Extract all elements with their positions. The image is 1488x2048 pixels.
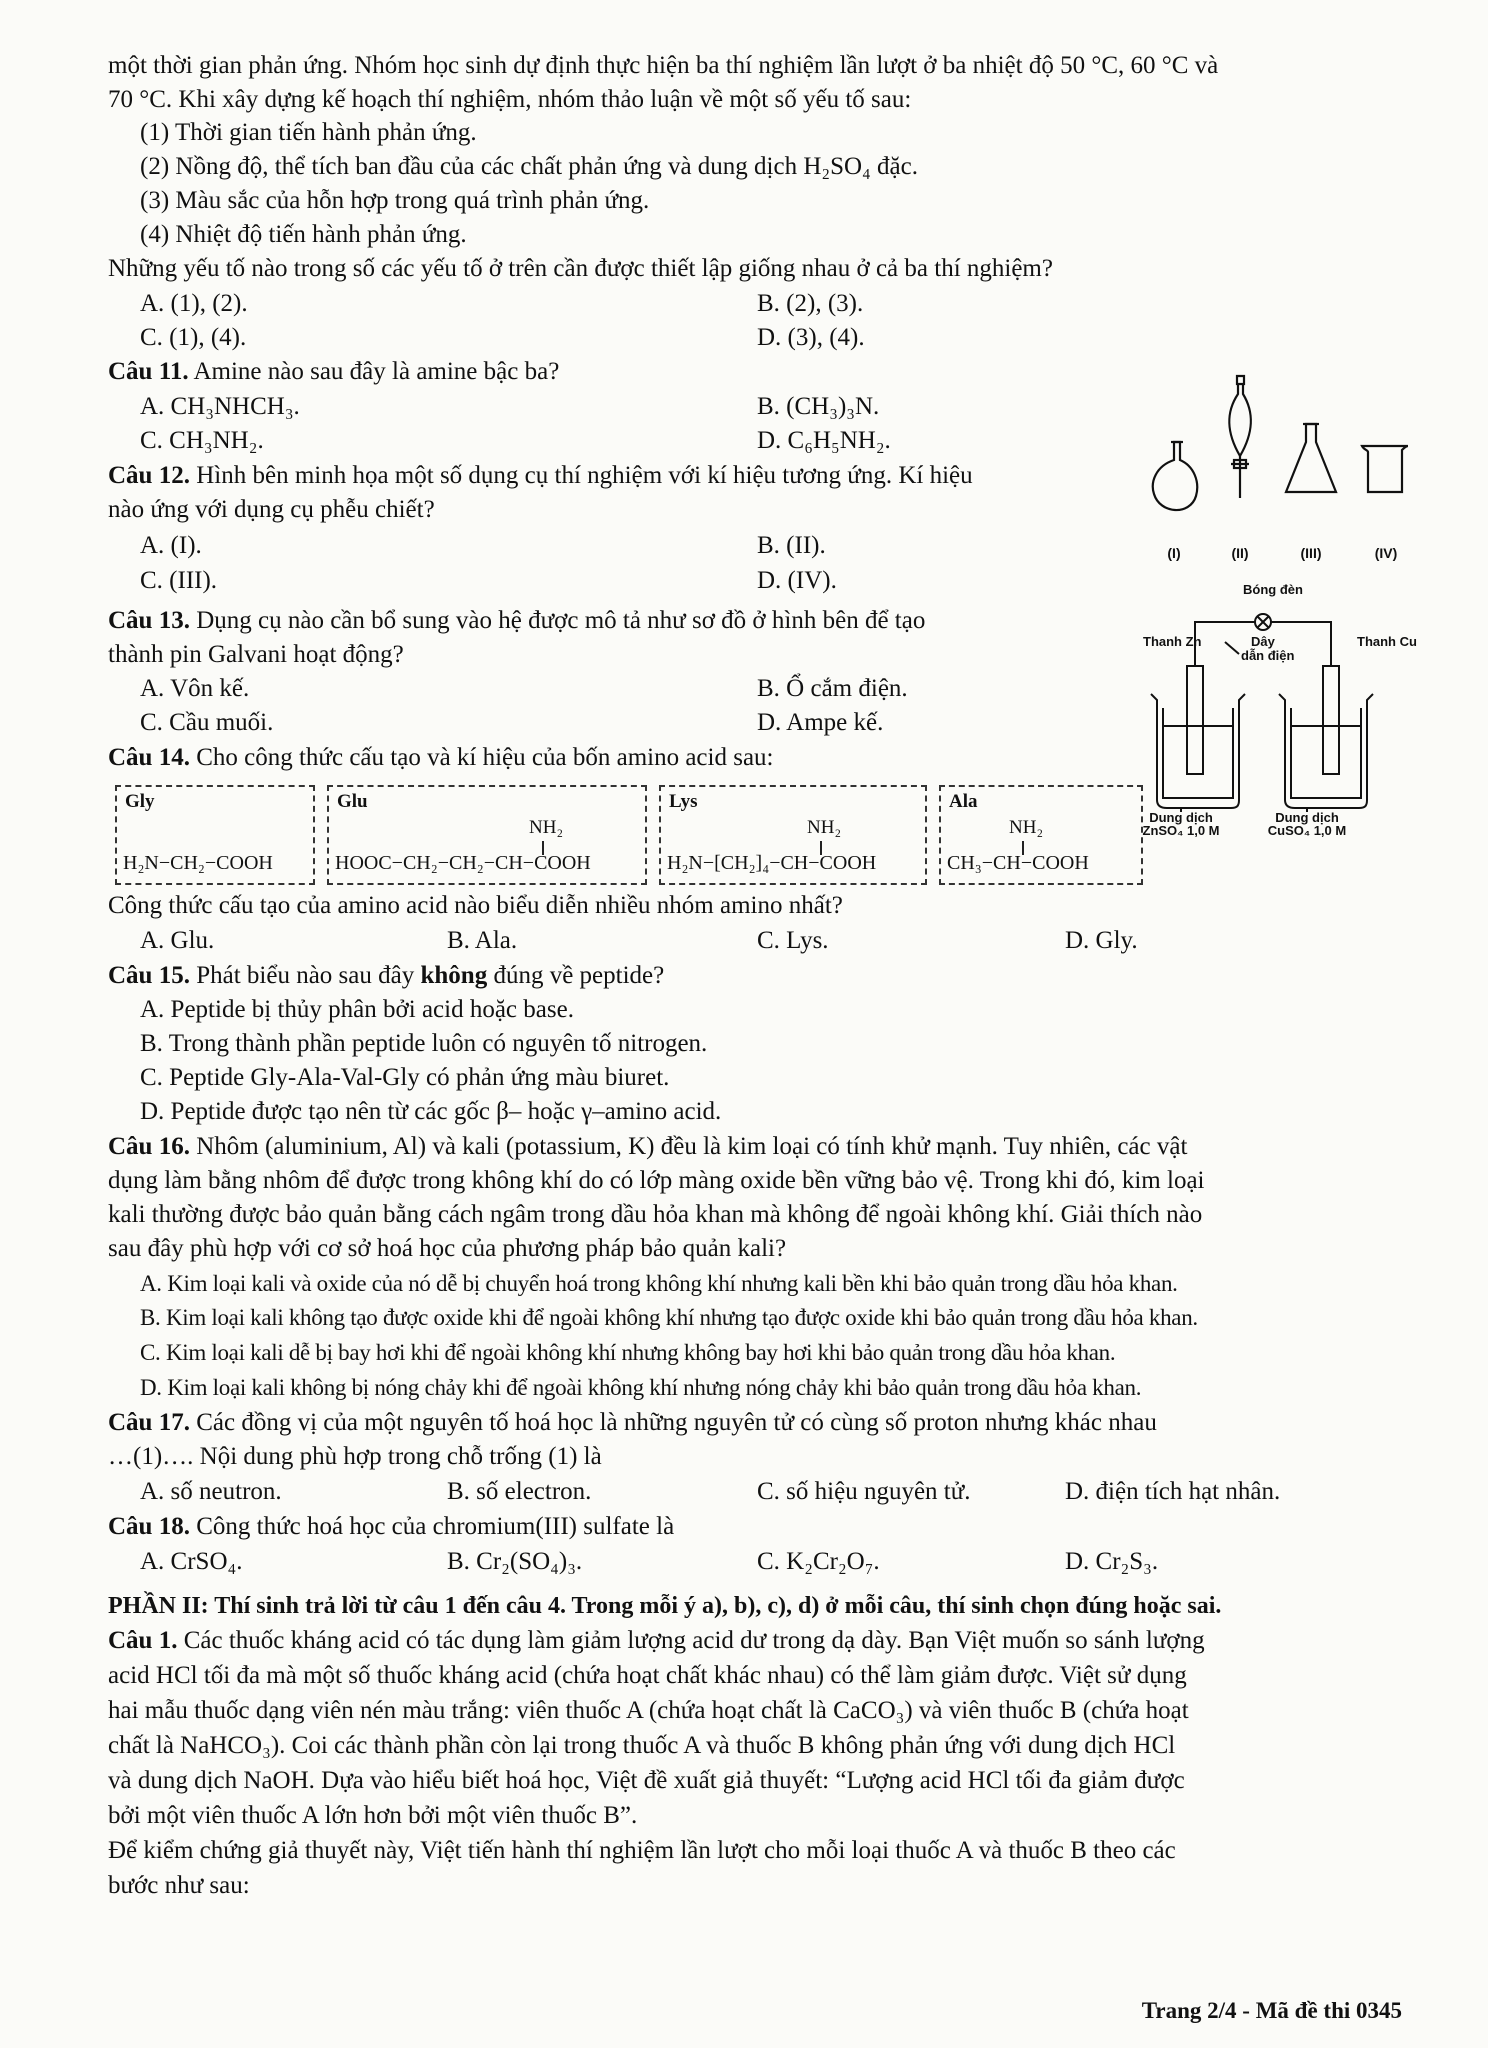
paragraph-line: acid HCl tối đa mà một số thuốc kháng acid (chứa hoạt chất khác nhau) có thể làm giảm được. Việt sử dụng — [108, 1662, 1187, 1689]
wire-label: dẫn điện — [1241, 648, 1295, 663]
round-flask-icon — [1153, 442, 1197, 510]
option-c[interactable]: C. số hiệu nguyên tử. — [757, 1478, 971, 1505]
question-label: Câu 16. — [108, 1133, 190, 1160]
option-c[interactable]: C. (1), (4). — [140, 324, 247, 351]
option-d[interactable]: D. Gly. — [1065, 927, 1138, 954]
question-12 — [108, 460, 973, 492]
option-b[interactable]: B. Ổ cắm điện. — [757, 675, 908, 702]
question-label: Câu 1. — [108, 1627, 178, 1654]
separatory-funnel-icon — [1229, 376, 1251, 498]
structural-formula: CH₃−CH−COOH — [947, 852, 1089, 874]
question-text: Hình bên minh họa một số dụng cụ thí nghiệm với kí hiệu tương ứng. Kí hiệu — [196, 462, 973, 489]
option-b[interactable]: B. (II). — [757, 532, 826, 559]
wire-label: Dây — [1251, 634, 1275, 649]
section-heading: PHẦN II: Thí sinh trả lời từ câu 1 đến câu 4. Trong mỗi ý a), b), c), d) ở mỗi câu, thí sinh chọn đúng hoặc sai. — [108, 1593, 1222, 1619]
option-a[interactable]: A. CH₃NHCH₃. — [140, 393, 300, 420]
zn-rod-label: Thanh Zn — [1143, 634, 1202, 649]
figure-label: (I) — [1167, 545, 1181, 561]
question-label: Câu 15. — [108, 962, 190, 989]
zn-rod-icon — [1187, 666, 1203, 774]
option-a[interactable]: A. số neutron. — [140, 1478, 282, 1505]
question-16 — [108, 1131, 1187, 1163]
question-11 — [108, 356, 559, 388]
question-label: Câu 11. — [108, 358, 189, 385]
solution-label: ZnSO₄ 1,0 M — [1142, 823, 1220, 838]
question-text: Các thuốc kháng acid có tác dụng làm giảm lượng acid dư trong dạ dày. Bạn Việt muốn so sánh lượng — [183, 1627, 1205, 1654]
amino-acid-box-glu — [327, 785, 647, 885]
question-17-line-2: …(1)…. Nội dung phù hợp trong chỗ trống (1) là — [108, 1443, 602, 1470]
question-text: Công thức hoá học của chromium(III) sulfate là — [196, 1513, 675, 1540]
option-a[interactable]: A. Vôn kế. — [140, 675, 250, 702]
paragraph-line: chất là NaHCO₃). Coi các thành phần còn lại trong thuốc A và thuốc B không phản ứng với dung dịch HCl — [108, 1732, 1176, 1759]
option-a[interactable]: A. Glu. — [140, 927, 215, 954]
paragraph-line: bởi một viên thuốc A lớn hơn bởi một viên thuốc B”. — [108, 1802, 638, 1829]
option-d[interactable]: D. (3), (4). — [757, 324, 865, 351]
question-14 — [108, 742, 774, 774]
amino-group: NH₂ — [529, 817, 564, 838]
amino-acid-box-ala — [939, 785, 1143, 885]
factor-item: (3) Màu sắc của hỗn hợp trong quá trình phản ứng. — [140, 187, 650, 214]
figure-label: (II) — [1231, 545, 1249, 561]
bulb-label: Bóng đèn — [1243, 582, 1303, 597]
intro-question: Những yếu tố nào trong số các yếu tố ở trên cần được thiết lập giống nhau ở cả ba thí nghiệm? — [108, 255, 1053, 282]
question-16-line: kali thường được bảo quản bằng cách ngâm trong dầu hỏa khan mà không để ngoài không khí. Giải thích nào — [108, 1201, 1203, 1228]
option-b[interactable]: B. Ala. — [447, 927, 518, 954]
solution-label: Dung dịch — [1149, 810, 1213, 825]
paragraph-line: hai mẫu thuốc dạng viên nén màu trắng: viên thuốc A (chứa hoạt chất là CaCO₃) và viên thuốc B (chứa hoạt — [108, 1697, 1189, 1724]
option-a[interactable]: A. CrSO₄. — [140, 1548, 243, 1575]
question-14-prompt: Công thức cấu tạo của amino acid nào biểu diễn nhiều nhóm amino nhất? — [108, 892, 843, 919]
amino-acid-box-lys — [659, 785, 927, 885]
question-18 — [108, 1511, 674, 1543]
question-text: Nhôm (aluminium, Al) và kali (potassium, K) đều là kim loại có tính khử mạnh. Tuy nhiên, các vật — [196, 1133, 1188, 1160]
question-15 — [108, 960, 664, 992]
beaker-icon — [1362, 446, 1408, 492]
option-b[interactable]: B. (2), (3). — [757, 290, 864, 317]
option-d[interactable]: D. Peptide được tạo nên từ các gốc β– hoặc γ–amino acid. — [140, 1098, 722, 1125]
figure-label: (III) — [1300, 545, 1322, 561]
option-c[interactable]: C. K₂Cr₂O₇. — [757, 1548, 880, 1575]
option-c[interactable]: C. Kim loại kali dễ bị bay hơi khi để ngoài không khí nhưng không bay hơi khi bảo quản trong dầu hỏa khan. — [140, 1340, 1116, 1365]
question-16-line: sau đây phù hợp với cơ sở hoá học của phương pháp bảo quản kali? — [108, 1235, 787, 1262]
option-d[interactable]: D. Kim loại kali không bị nóng chảy khi để ngoài không khí nhưng nóng chảy khi bảo quản trong dầu hỏa khan. — [140, 1375, 1142, 1400]
amino-acid-name: Lys — [669, 791, 698, 812]
beaker-zn-icon — [1151, 694, 1245, 808]
question-text: Phát biểu nào sau đây — [196, 962, 415, 989]
question-label: Câu 14. — [108, 744, 190, 771]
question-text: Các đồng vị của một nguyên tố hoá học là những nguyên tử có cùng số proton nhưng khác nhau — [196, 1409, 1157, 1436]
option-b[interactable]: B. số electron. — [447, 1478, 592, 1505]
option-a[interactable]: A. Kim loại kali và oxide của nó dễ bị chuyển hoá trong không khí nhưng kali bền khi bảo quản trong dầu hỏa khan. — [140, 1271, 1178, 1296]
option-b[interactable]: B. Kim loại kali không tạo được oxide khi để ngoài không khí nhưng tạo được oxide khi bảo quản trong dầu hỏa khan. — [140, 1305, 1198, 1330]
question-label: Câu 12. — [108, 462, 190, 489]
option-c[interactable]: C. Peptide Gly-Ala-Val-Gly có phản ứng màu biuret. — [140, 1064, 670, 1091]
glassware-figure — [1140, 360, 1430, 570]
option-d[interactable]: D. Cr₂S₃. — [1065, 1548, 1159, 1575]
question-13-line-2: thành pin Galvani hoạt động? — [108, 641, 404, 668]
question-text: Amine nào sau đây là amine bậc ba? — [193, 358, 560, 385]
option-a[interactable]: A. (I). — [140, 532, 202, 559]
amino-acid-box-gly — [115, 785, 315, 885]
option-d[interactable]: D. Ampe kế. — [757, 709, 884, 736]
option-b[interactable]: B. Cr₂(SO₄)₃. — [447, 1548, 583, 1575]
question-text: Dụng cụ nào cần bổ sung vào hệ được mô tả như sơ đồ ở hình bên để tạo — [196, 607, 926, 634]
cu-rod-label: Thanh Cu — [1357, 634, 1417, 649]
intro-line-1: một thời gian phản ứng. Nhóm học sinh dự định thực hiện ba thí nghiệm lần lượt ở ba nhiệt độ 50 °C, 60 °C và — [108, 52, 1219, 79]
option-d[interactable]: D. C₆H₅NH₂. — [757, 427, 891, 454]
question-17 — [108, 1407, 1157, 1439]
conical-flask-icon — [1286, 424, 1336, 492]
option-c[interactable]: C. Lys. — [757, 927, 829, 954]
amino-group: NH₂ — [1009, 817, 1044, 838]
question-label: Câu 17. — [108, 1409, 190, 1436]
question-label: Câu 13. — [108, 607, 190, 634]
question-text: Cho công thức cấu tạo và kí hiệu của bốn amino acid sau: — [196, 744, 774, 771]
option-b[interactable]: B. Trong thành phần peptide luôn có nguyên tố nitrogen. — [140, 1030, 708, 1057]
option-b[interactable]: B. (CH₃)₃N. — [757, 393, 880, 420]
option-d[interactable]: D. (IV). — [757, 567, 837, 594]
amino-acid-name: Gly — [125, 791, 155, 812]
question-label: Câu 18. — [108, 1513, 190, 1540]
amino-acid-name: Ala — [949, 791, 978, 812]
page-footer: Trang 2/4 - Mã đề thi 0345 — [1141, 1998, 1402, 2023]
question-16-line: dụng làm bằng nhôm để được trong không khí do có lớp màng oxide bền vững bảo vệ. Trong khi đó, kim loại — [108, 1167, 1205, 1194]
structural-formula: H₂N−CH₂−COOH — [123, 852, 273, 874]
option-c[interactable]: C. CH₃NH₂. — [140, 427, 264, 454]
part2-question-1 — [108, 1625, 1205, 1657]
amino-acid-name: Glu — [337, 791, 368, 812]
paragraph-line: Để kiểm chứng giả thuyết này, Việt tiến hành thí nghiệm lần lượt cho mỗi loại thuốc A và thuốc B theo các — [108, 1837, 1176, 1864]
question-12-line-2: nào ứng với dụng cụ phễu chiết? — [108, 496, 435, 523]
option-c[interactable]: C. (III). — [140, 567, 218, 594]
option-c[interactable]: C. Cầu muối. — [140, 709, 274, 736]
solution-label: CuSO₄ 1,0 M — [1267, 823, 1347, 838]
option-a[interactable]: A. (1), (2). — [140, 290, 248, 317]
galvanic-cell-figure — [1135, 576, 1435, 846]
option-a[interactable]: A. Peptide bị thủy phân bởi acid hoặc base. — [140, 996, 574, 1023]
factor-item: (2) Nồng độ, thể tích ban đầu của các chất phản ứng và dung dịch H₂SO₄ đặc. — [140, 153, 918, 180]
structural-formula: HOOC−CH₂−CH₂−CH−COOH — [335, 852, 591, 874]
option-d[interactable]: D. điện tích hạt nhân. — [1065, 1478, 1281, 1505]
emphasis-word: không — [420, 962, 488, 989]
solution-label: Dung dịch — [1275, 810, 1339, 825]
intro-line-2: 70 °C. Khi xây dựng kế hoạch thí nghiệm, nhóm thảo luận về một số yếu tố sau: — [108, 86, 912, 113]
structural-formula: H₂N−[CH₂]₄−CH−COOH — [667, 852, 877, 874]
beaker-cu-icon — [1279, 694, 1373, 808]
paragraph-line: và dung dịch NaOH. Dựa vào hiểu biết hoá học, Việt đề xuất giả thuyết: “Lượng acid HCl tối đa giảm được — [108, 1767, 1185, 1794]
question-13 — [108, 605, 925, 637]
question-text: đúng về peptide? — [493, 962, 665, 989]
factor-item: (4) Nhiệt độ tiến hành phản ứng. — [140, 221, 467, 248]
amino-group: NH₂ — [807, 817, 842, 838]
paragraph-line: bước như sau: — [108, 1872, 250, 1899]
figure-label: (IV) — [1374, 545, 1398, 561]
factor-item: (1) Thời gian tiến hành phản ứng. — [140, 119, 477, 146]
cu-rod-icon — [1323, 666, 1339, 774]
